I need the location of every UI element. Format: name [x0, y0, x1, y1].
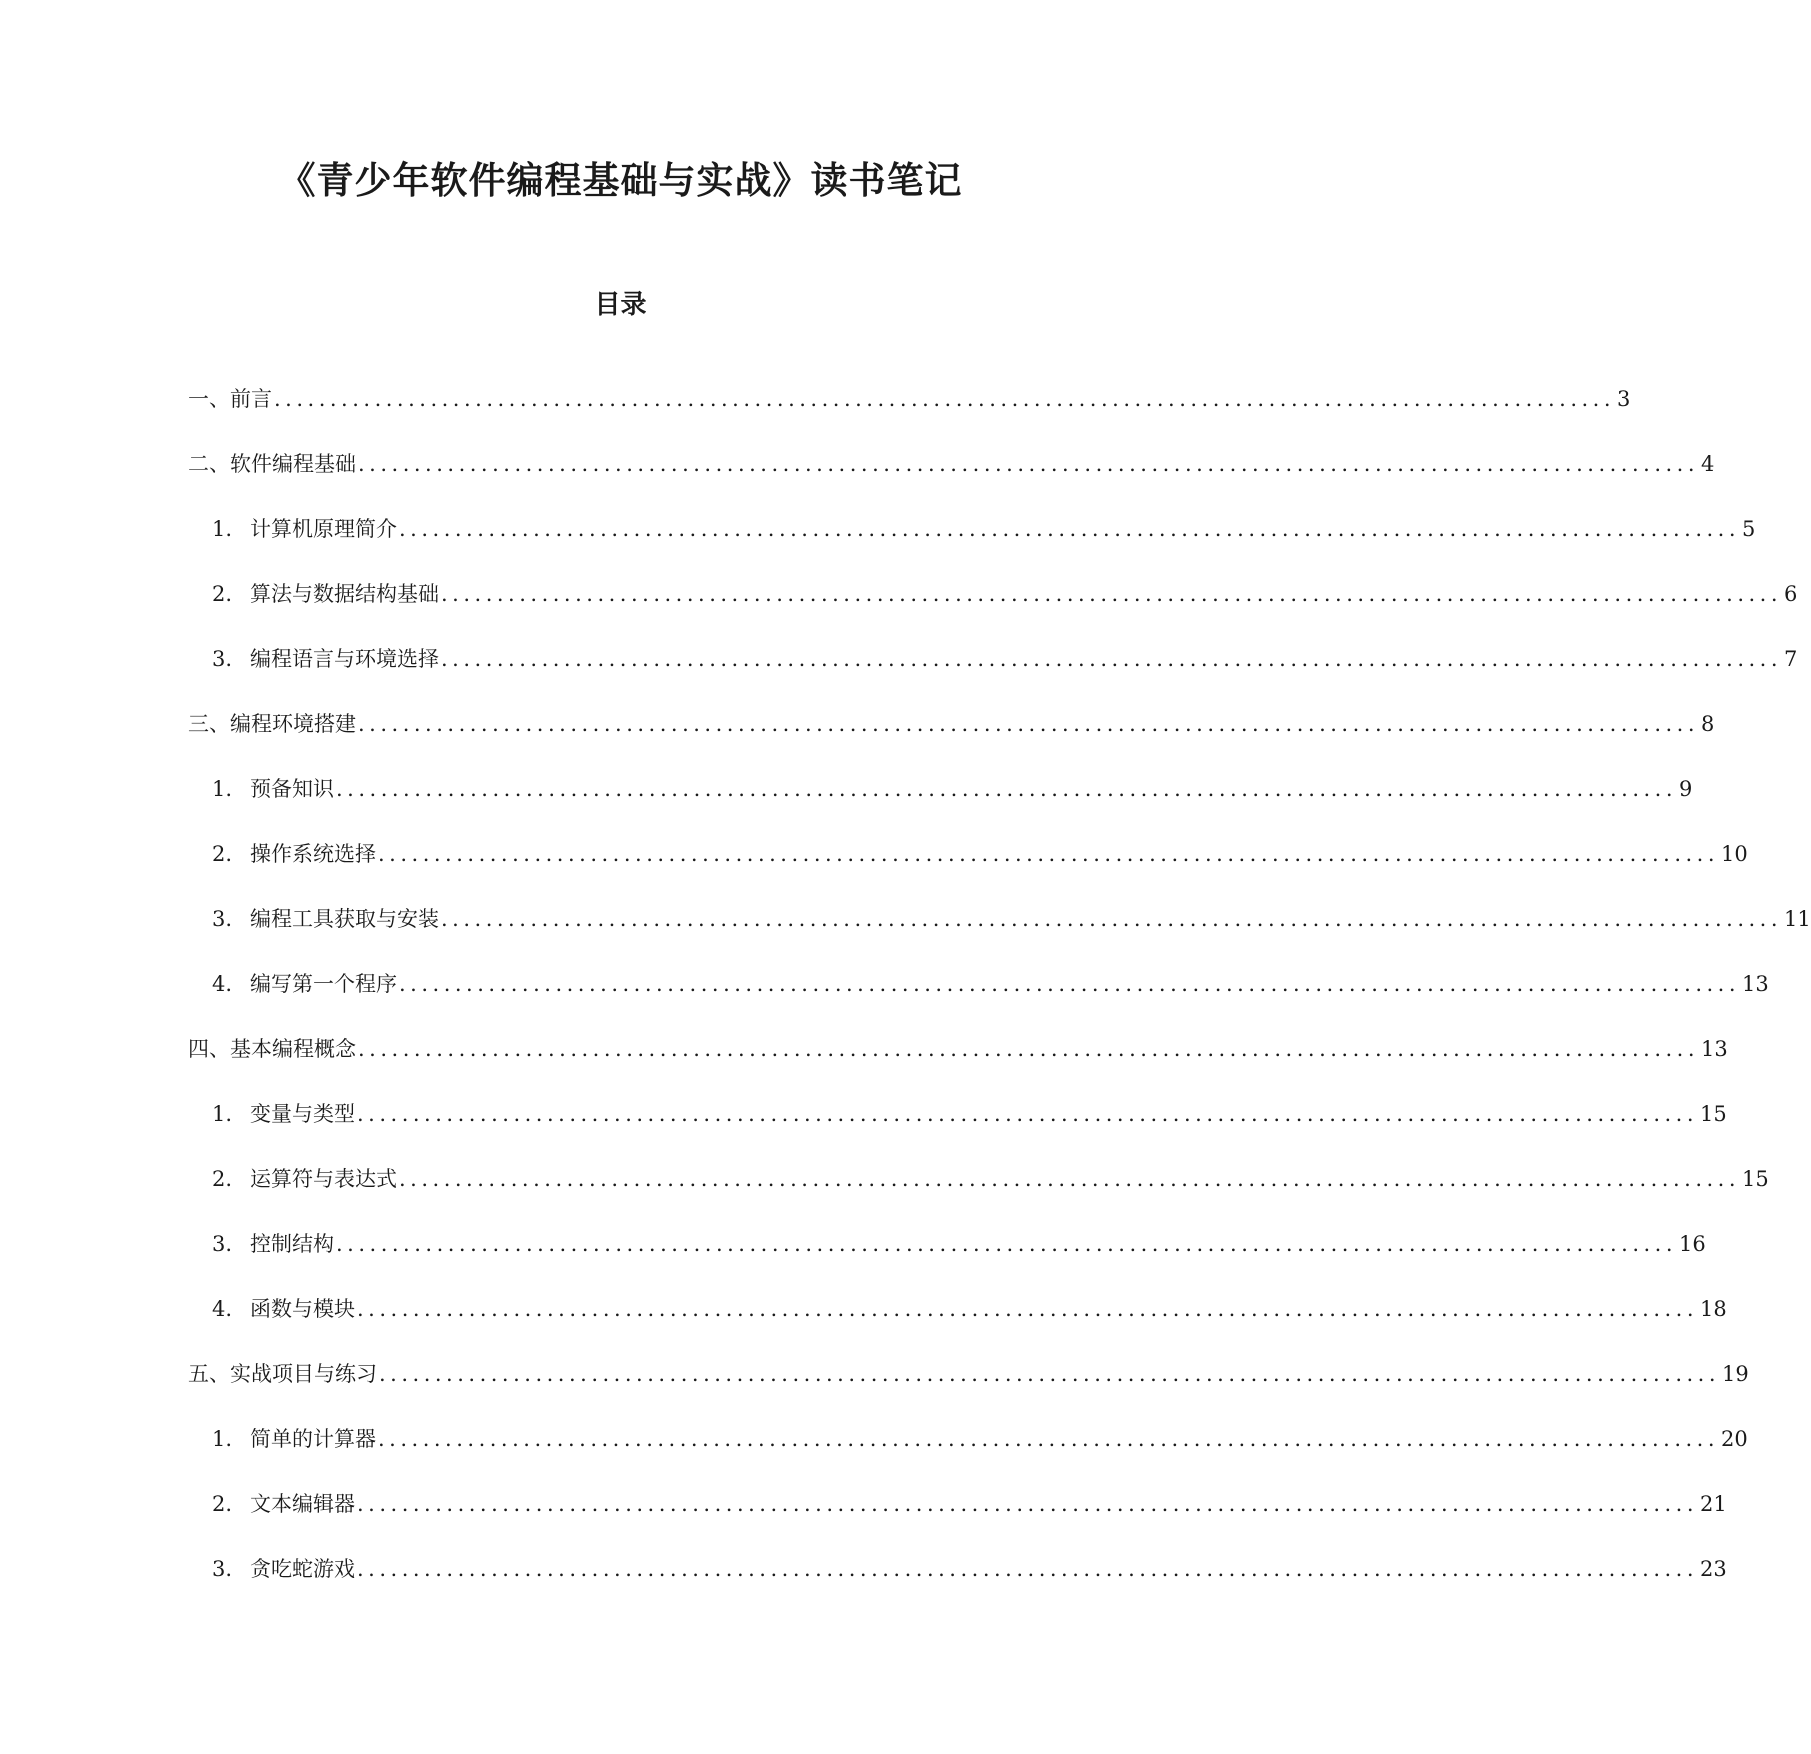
toc-entry-page-number: 20 [1721, 1427, 1748, 1451]
toc-entry-page-number: 15 [1700, 1102, 1727, 1126]
toc-dot-leader: ........................................................................................................................ [399, 972, 1741, 996]
toc-entry-label: 编程工具获取与安装 [250, 907, 439, 931]
toc-entry-page-number: 8 [1701, 712, 1715, 736]
toc-entry-label: 控制结构 [250, 1232, 334, 1256]
toc-dot-leader: ........................................................................................................................ [379, 1362, 1721, 1386]
toc-entry-number: 3. [212, 907, 233, 931]
toc-entry[interactable] [0, 1425, 1748, 1490]
toc-dot-leader: ........................................................................................................................ [378, 842, 1720, 866]
toc-entry-page-number: 4 [1701, 452, 1715, 476]
toc-entry[interactable] [0, 905, 1811, 970]
toc-entry-number: 1. [212, 517, 233, 541]
toc-entry-number: 3. [212, 1557, 233, 1581]
toc-entry-label: 二、软件编程基础 [188, 452, 356, 476]
toc-dot-leader: ........................................................................................................................ [336, 777, 1678, 801]
toc-entry[interactable] [0, 1490, 1727, 1555]
toc-entry[interactable] [0, 775, 1693, 840]
toc-entry-number: 1. [212, 777, 233, 801]
toc-dot-leader: ........................................................................................................................ [358, 452, 1700, 476]
toc-dot-leader: ........................................................................................................................ [357, 1557, 1699, 1581]
toc-entry-label: 五、实战项目与练习 [188, 1362, 377, 1386]
toc-entry[interactable] [0, 1165, 1769, 1230]
toc-entry-number: 4. [212, 1297, 233, 1321]
toc-entry-label: 计算机原理简介 [250, 517, 397, 541]
toc-entry-label: 运算符与表达式 [250, 1167, 397, 1191]
toc-entry-label: 变量与类型 [250, 1102, 355, 1126]
toc-entry[interactable] [0, 515, 1756, 580]
toc-heading: 目录 [594, 290, 647, 320]
toc-entry-label: 编程语言与环境选择 [250, 647, 439, 671]
toc-dot-leader: ........................................................................................................................ [358, 1037, 1700, 1061]
document-title: 《青少年软件编程基础与实战》读书笔记 [278, 159, 963, 202]
toc-entry-page-number: 5 [1742, 517, 1756, 541]
toc-dot-leader: ........................................................................................................................ [378, 1427, 1720, 1451]
toc-entry-number: 2. [212, 1167, 233, 1191]
toc-entry-page-number: 7 [1784, 647, 1798, 671]
toc-entry-number: 2. [212, 582, 233, 606]
toc-entry-page-number: 23 [1700, 1557, 1727, 1581]
toc-entry-number: 1. [212, 1427, 233, 1451]
toc-entry-label: 三、编程环境搭建 [188, 712, 356, 736]
toc-dot-leader: ........................................................................................................................ [274, 387, 1616, 411]
toc-entry-number: 3. [212, 647, 233, 671]
toc-entry-page-number: 10 [1721, 842, 1748, 866]
toc-entry-page-number: 6 [1784, 582, 1798, 606]
toc-dot-leader: ........................................................................................................................ [357, 1102, 1699, 1126]
toc-entry-label: 文本编辑器 [250, 1492, 355, 1516]
toc-entry-label: 操作系统选择 [250, 842, 376, 866]
toc-entry-label: 函数与模块 [250, 1297, 355, 1321]
toc-dot-leader: ........................................................................................................................ [441, 907, 1783, 931]
toc-dot-leader: ........................................................................................................................ [357, 1492, 1699, 1516]
toc-entry[interactable] [0, 1295, 1727, 1360]
toc-entry-label: 贪吃蛇游戏 [250, 1557, 355, 1581]
toc-dot-leader: ........................................................................................................................ [441, 582, 1783, 606]
toc-entry[interactable] [0, 580, 1798, 645]
toc-entry[interactable] [0, 1230, 1706, 1295]
toc-entry-page-number: 18 [1700, 1297, 1727, 1321]
toc-entry[interactable] [0, 450, 1715, 515]
toc-entry[interactable] [0, 1100, 1727, 1165]
toc-entry-label: 简单的计算器 [250, 1427, 376, 1451]
toc-entry-number: 2. [212, 842, 233, 866]
toc-entry[interactable] [0, 1555, 1727, 1620]
toc-entry-label: 预备知识 [250, 777, 334, 801]
toc-dot-leader: ........................................................................................................................ [357, 1297, 1699, 1321]
toc-dot-leader: ........................................................................................................................ [399, 1167, 1741, 1191]
toc-entry-page-number: 19 [1722, 1362, 1749, 1386]
table-of-contents [0, 385, 1811, 1620]
toc-entry-number: 2. [212, 1492, 233, 1516]
toc-entry[interactable] [0, 1035, 1728, 1100]
toc-entry-page-number: 16 [1679, 1232, 1706, 1256]
toc-entry-page-number: 21 [1700, 1492, 1727, 1516]
toc-entry[interactable] [0, 840, 1748, 905]
toc-entry[interactable] [0, 710, 1715, 775]
toc-dot-leader: ........................................................................................................................ [358, 712, 1700, 736]
toc-dot-leader: ........................................................................................................................ [441, 647, 1783, 671]
toc-dot-leader: ........................................................................................................................ [336, 1232, 1678, 1256]
toc-entry-label: 四、基本编程概念 [188, 1037, 356, 1061]
toc-entry[interactable] [0, 970, 1769, 1035]
toc-entry-page-number: 11 [1784, 907, 1811, 931]
toc-entry-page-number: 3 [1617, 387, 1631, 411]
toc-entry-page-number: 13 [1701, 1037, 1728, 1061]
toc-entry-number: 4. [212, 972, 233, 996]
toc-entry-label: 算法与数据结构基础 [250, 582, 439, 606]
toc-entry-label: 编写第一个程序 [250, 972, 397, 996]
toc-entry-number: 1. [212, 1102, 233, 1126]
toc-entry-number: 3. [212, 1232, 233, 1256]
toc-entry[interactable] [0, 385, 1631, 450]
toc-entry-page-number: 13 [1742, 972, 1769, 996]
toc-dot-leader: ........................................................................................................................ [399, 517, 1741, 541]
toc-entry-page-number: 9 [1679, 777, 1693, 801]
toc-entry[interactable] [0, 645, 1798, 710]
toc-entry-label: 一、前言 [188, 387, 272, 411]
toc-entry[interactable] [0, 1360, 1749, 1425]
toc-entry-page-number: 15 [1742, 1167, 1769, 1191]
